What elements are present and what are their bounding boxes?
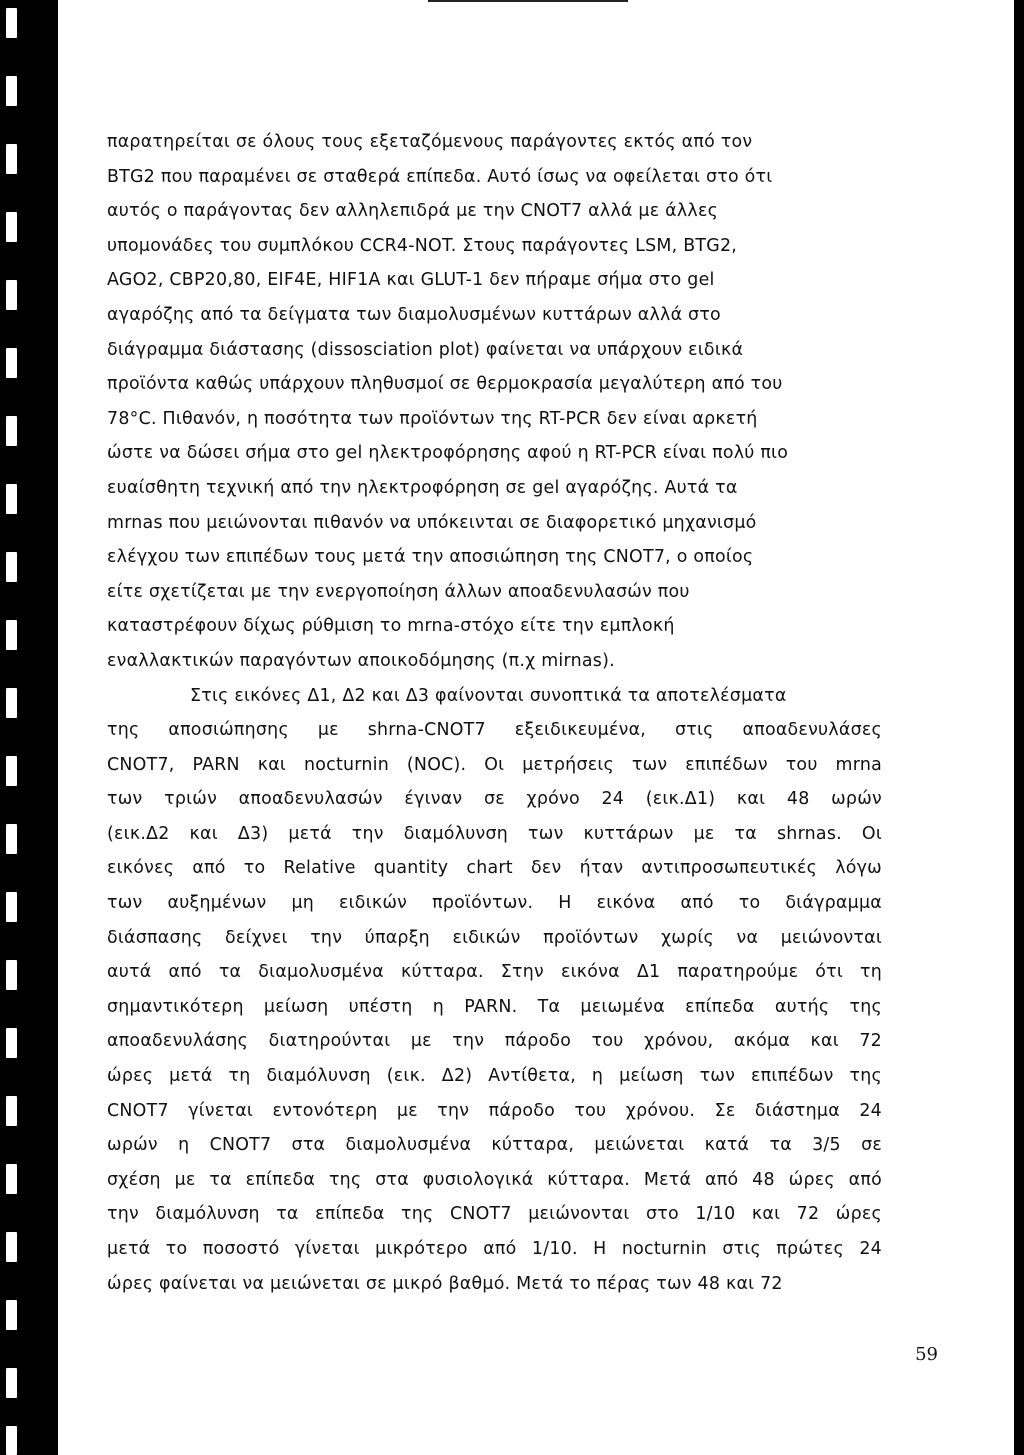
text-line: 78°C. Πιθανόν, η ποσότητα των προϊόντων της RT-PCR δεν είναι αρκετή: [107, 408, 758, 429]
film-perforation: [6, 76, 17, 106]
film-perforation: [6, 1028, 17, 1058]
film-perforation: [6, 892, 17, 922]
film-perforation: [6, 688, 17, 718]
text-line: ώρες φαίνεται να μειώνεται σε μικρό βαθμό. Μετά το πέρας των 48 και 72: [107, 1273, 783, 1294]
film-perforation: [6, 620, 17, 650]
film-perforation: [6, 1426, 17, 1455]
film-perforation: [6, 1300, 17, 1330]
text-line: την διαμόλυνση τα επίπεδα της CNOT7 μειώνονται στο 1/10 και 72 ώρες: [107, 1204, 882, 1225]
text-line: των αυξημένων μη ειδικών προϊόντων. Η εικόνα από το διάγραμμα: [107, 893, 882, 914]
text-line: μετά το ποσοστό γίνεται μικρότερο από 1/10. Η nocturnin στις πρώτες 24: [107, 1239, 882, 1259]
page-number: 59: [915, 1344, 938, 1365]
text-line: ελέγχου των επιπέδων τους μετά την αποσιώπηση της CNOT7, ο οποίος: [107, 547, 754, 568]
film-perforation: [6, 144, 17, 174]
text-line: υπομονάδες του συμπλόκου CCR4-NOT. Στους παράγοντες LSM, BTG2,: [107, 235, 738, 256]
body-text: [107, 125, 882, 1301]
text-line: ωρών η CNOT7 στα διαμολυσμένα κύτταρα, μειώνεται κατά τα 3/5 σε: [107, 1135, 882, 1156]
paragraph-results: [107, 679, 882, 1302]
text-line: καταστρέφουν δίχως ρύθμιση το mrna-στόχο είτε την εμπλοκή: [107, 616, 675, 637]
film-perforation: [6, 756, 17, 786]
film-perforation: [6, 1164, 17, 1194]
film-perforation: [6, 1232, 17, 1262]
text-line: ώστε να δώσει σήμα στο gel ηλεκτροφόρησης αφού η RT-PCR είναι πολύ πιο: [107, 443, 789, 464]
text-line: της αποσιώπησης με shrna-CNOT7 εξειδικευμένα, στις αποαδενυλάσες: [107, 720, 882, 741]
text-line: διάσπασης δείχνει την ύπαρξη ειδικών προϊόντων χωρίς να μειώνονται: [107, 927, 882, 948]
text-line: προϊόντα καθώς υπάρχουν πληθυσμοί σε θερμοκρασία μεγαλύτερη από του: [107, 374, 783, 395]
text-line: αυτός ο παράγοντας δεν αλληλεπιδρά με την CNOT7 αλλά με άλλες: [107, 201, 719, 222]
text-line: (εικ.Δ2 και Δ3) μετά την διαμόλυνση των κυττάρων με τα shrnas. Οι: [107, 823, 882, 844]
text-line: ώρες μετά τη διαμόλυνση (εικ. Δ2) Αντίθετα, η μείωση των επιπέδων της: [107, 1066, 882, 1087]
film-perforation: [6, 1096, 17, 1126]
text-line: σημαντικότερη μείωση υπέστη η PARN. Τα μειωμένα επίπεδα αυτής της: [107, 996, 882, 1017]
film-perforation: [6, 8, 17, 38]
text-line: διάγραμμα διάστασης (dissosciation plot) φαίνεται να υπάρχουν ειδικά: [107, 339, 744, 360]
text-line: CNOT7, PARN και nocturnin (NOC). Οι μετρήσεις των επιπέδων του mrna: [107, 754, 882, 775]
film-strip-border: [0, 0, 58, 1455]
text-line: εικόνες από το Relative quantity chart δεν ήταν αντιπροσωπευτικές λόγω: [107, 858, 882, 879]
text-line: AGO2, CBP20,80, EIF4E, HIF1A και GLUT-1 δεν πήραμε σήμα στο gel: [107, 270, 715, 291]
text-line: των τριών αποαδενυλασών έγιναν σε χρόνο 24 (εικ.Δ1) και 48 ωρών: [107, 789, 882, 810]
text-line: εναλλακτικών παραγόντων αποικοδόμησης (π.χ mirnas).: [107, 650, 615, 671]
film-perforation: [6, 212, 17, 242]
text-line: είτε σχετίζεται με την ενεργοποίηση άλλων αποαδενυλασών που: [107, 581, 690, 602]
text-line: Στις εικόνες Δ1, Δ2 και Δ3 φαίνονται συνοπτικά τα αποτελέσματα: [190, 685, 787, 706]
text-line: CNOT7 γίνεται εντονότερη με την πάροδο του χρόνου. Σε διάστημα 24: [107, 1100, 882, 1121]
text-line: αγαρόζης από τα δείγματα των διαμολυσμένων κυττάρων αλλά στο: [107, 304, 721, 325]
paragraph-continued: [107, 125, 882, 679]
film-perforation: [6, 960, 17, 990]
film-perforation: [6, 484, 17, 514]
text-line: παρατηρείται σε όλους τους εξεταζόμενους παράγοντες εκτός από τον: [107, 132, 753, 152]
text-line: αυτά από τα διαμολυσμένα κύτταρα. Στην εικόνα Δ1 παρατηρούμε ότι τη: [107, 962, 882, 983]
film-perforation: [6, 552, 17, 582]
text-line: σχέση με τα επίπεδα της στα φυσιολογικά κύτταρα. Μετά από 48 ώρες από: [107, 1169, 882, 1190]
page-top-edge: [428, 0, 628, 2]
text-line: mrnas που μειώνονται πιθανόν να υπόκεινται σε διαφορετικό μηχανισμό: [107, 512, 757, 533]
film-perforation: [6, 824, 17, 854]
film-perforation: [6, 1368, 17, 1398]
text-line: BTG2 που παραμένει σε σταθερά επίπεδα. Αυτό ίσως να οφείλεται στο ότι: [107, 166, 773, 187]
text-line: ευαίσθητη τεχνική από την ηλεκτροφόρηση σε gel αγαρόζης. Αυτά τα: [107, 477, 738, 498]
film-perforation: [6, 280, 17, 310]
film-perforation: [6, 348, 17, 378]
text-line: αποαδενυλάσης διατηρούνται με την πάροδο του χρόνου, ακόμα και 72: [107, 1031, 882, 1052]
film-perforation: [6, 416, 17, 446]
